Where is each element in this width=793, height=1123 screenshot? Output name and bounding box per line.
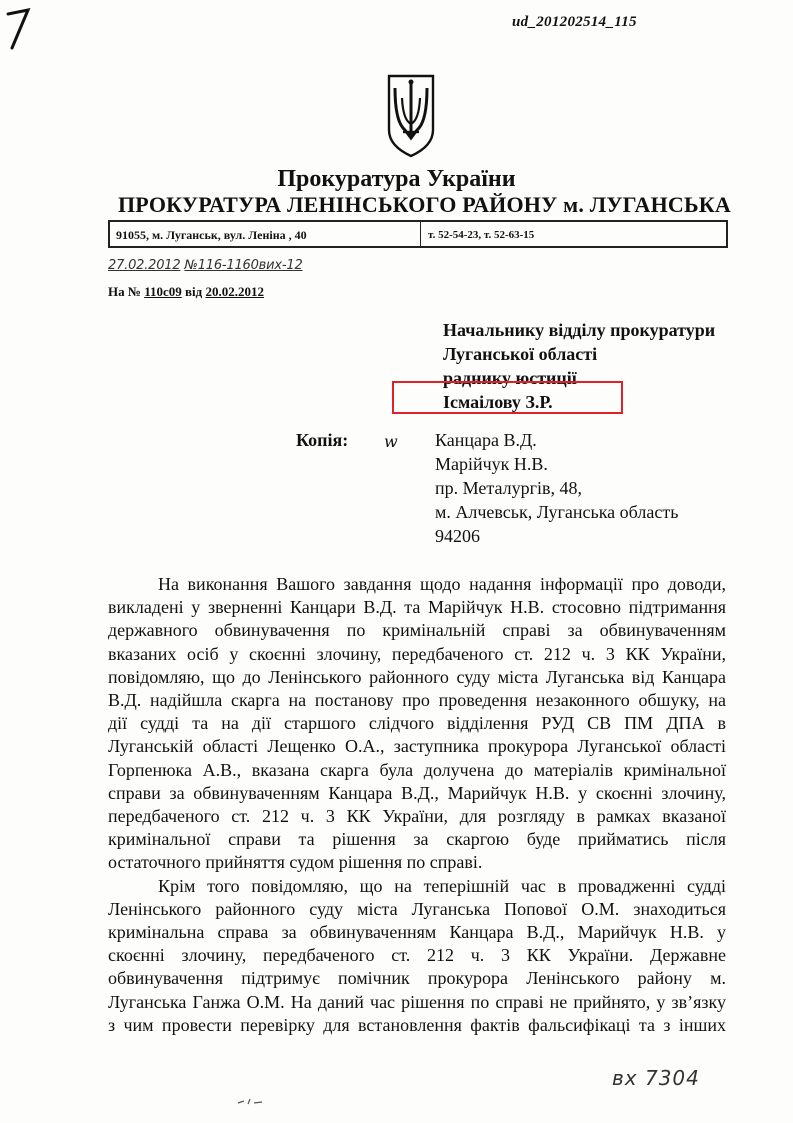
paragraph-1 (108, 573, 726, 875)
body-line: передбаченого ст. 212 ч. 3 КК України, для розгляду в рамках вказаної (108, 806, 726, 827)
body-line: дії судді та на дії старшого слідчого відділення РУД СВ ПМ ДПА в (108, 713, 726, 734)
body-line: з чим провести перевірку для встановлення фактів фальсифікаці та з інших (108, 1014, 726, 1035)
handwritten-corner-mark (6, 8, 46, 52)
reference-line (108, 284, 264, 300)
reference-date: 20.02.2012 (205, 284, 264, 299)
address-box (108, 220, 728, 248)
recipient-line: Луганської області (443, 344, 598, 364)
body-line: обвинувачення підтримує помічник прокурора Ленінського району м. (108, 968, 726, 989)
outgoing-number: №116-1160вих-12 (184, 258, 303, 273)
handwritten-outgoing-number (108, 258, 303, 273)
copy-mark: w (384, 432, 398, 451)
copy-label: Копія: (296, 430, 349, 450)
letter-body (108, 573, 726, 1037)
paragraph-2 (108, 875, 726, 1037)
body-line: Крім того повідомляю, що на теперішній час в провадженні судді (158, 875, 726, 896)
reference-number: 110с09 (144, 284, 182, 299)
outgoing-date: 27.02.2012 (108, 258, 181, 273)
copy-line: пр. Металургів, 48, (435, 478, 582, 498)
body-line: кримінальна справа за обвинуваченням Канцара В.Д., Марийчук Н.В. у (108, 922, 726, 943)
scan-smudge (236, 1095, 266, 1109)
body-line: На виконання Вашого завдання щодо надання інформації про доводи, (158, 574, 726, 594)
postal-address: 91055, м. Луганськ, вул. Леніна , 40 (116, 228, 307, 242)
body-line: Горпенюка А.В., вказана скарга була долучена до матеріалів кримінальної (108, 759, 726, 780)
organization-subtitle: ПРОКУРАТУРА ЛЕНІНСЬКОГО РАЙОНУ м. ЛУГАНСЬКА (118, 192, 731, 217)
document-id: ud_201202514_115 (512, 14, 637, 30)
copy-recipients (435, 428, 678, 548)
body-line: викладені у зверненні Канцари В.Д. та Марійчук Н.В. стосовно підтримання (108, 597, 726, 618)
reference-from: від (185, 284, 203, 299)
recipient-line: раднику юстиції (443, 368, 577, 388)
body-line: Ленінського районного суду міста Луганська Попової О.М. знаходиться (108, 898, 726, 919)
recipient-name: Ісмаілову З.Р. (443, 392, 553, 412)
body-line: державного обвинувачення по кримінальній справі за обвинуваченням (108, 620, 726, 641)
body-line: В.Д. надійшла скарга на постанову про проведення незаконного обшуку, на (108, 690, 726, 711)
body-line: кримінальної справи та рішення за скаргою буде прийматись після (108, 829, 726, 850)
organization-title: Прокуратура України (277, 166, 516, 192)
trident-emblem-icon (383, 72, 439, 158)
body-line: Луганська Ганжа О.М. На даний час рішення по справі не прийнято, у зв’язку (108, 991, 726, 1012)
phone-numbers: т. 52-54-23, т. 52-63-15 (428, 229, 535, 241)
body-line: справи за обвинуваченням Канцара В.Д., Марийчук Н.В. у скоєнні злочину, (108, 782, 726, 803)
copy-line: Марійчук Н.В. (435, 454, 548, 474)
body-line: остаточного прийняття судом рішення по справі. (108, 852, 483, 873)
body-line: Луганській області Лещенко О.А., заступника прокурора Луганської області (108, 736, 726, 757)
copy-line: м. Алчевськ, Луганська область (435, 502, 679, 522)
handwritten-registration-note: вх 7304 (612, 1066, 700, 1090)
body-line: скоєнні злочину, передбаченого ст. 212 ч. 3 КК України. Державне (108, 945, 726, 966)
reference-prefix: На № (108, 284, 141, 299)
address-divider (420, 222, 421, 246)
body-line: вказаних осіб у скоєнні злочину, передбаченого ст. 212 ч. 3 КК України, (108, 643, 726, 664)
body-line: повідомляю, що до Ленінського районного суду міста Луганська від Канцара (108, 666, 726, 687)
recipient-line: Начальнику відділу прокуратури (443, 320, 716, 340)
copy-line: 94206 (435, 526, 480, 546)
copy-line: Канцара В.Д. (435, 430, 537, 450)
highlight-box (392, 381, 623, 414)
